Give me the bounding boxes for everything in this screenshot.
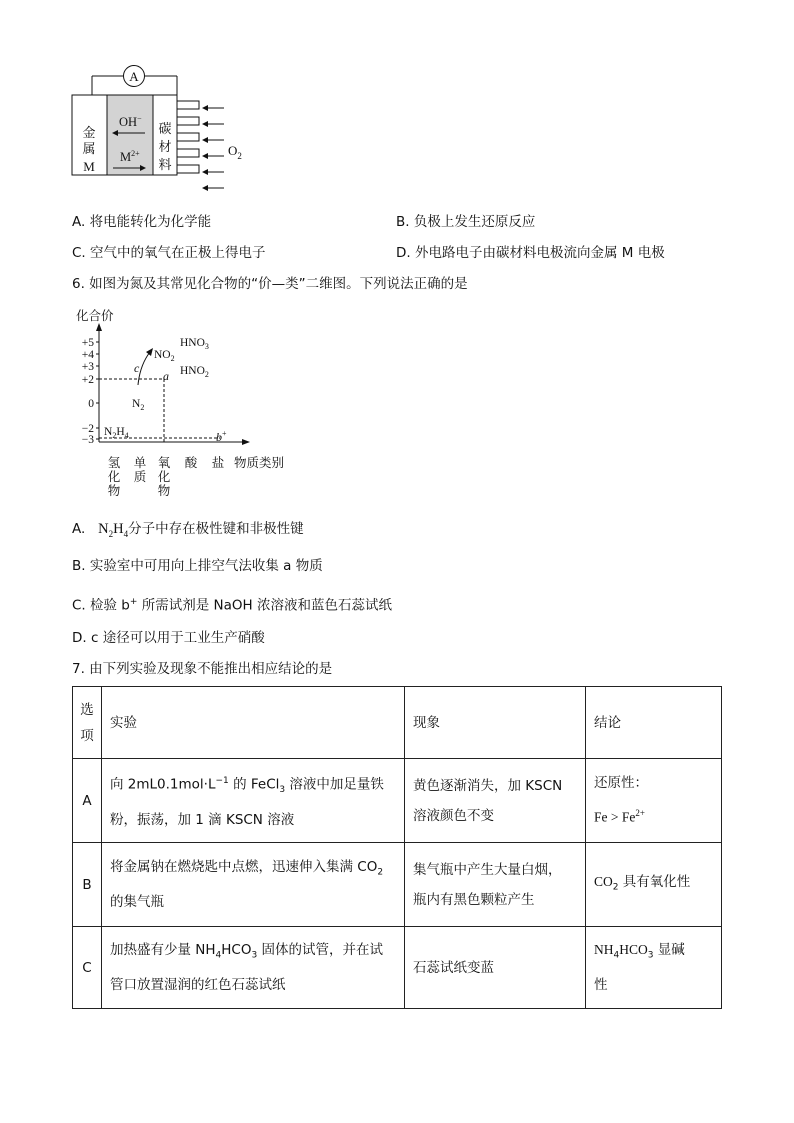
- y-tick-label: −2: [81, 423, 94, 435]
- table-header-row: [73, 687, 722, 759]
- header-option: 选 项: [73, 687, 102, 759]
- q6-option-d: D. c 途径可以用于工业生产硝酸: [72, 630, 265, 646]
- row-b-conclusion: $CO_2$ 具有氧化性: [586, 843, 722, 927]
- path-c-label: c: [134, 361, 140, 375]
- carbon-label-3: 料: [158, 158, 172, 173]
- q6-stem: 6. 如图为氮及其常见化合物的“价—类”二维图。下列说法正确的是: [72, 276, 468, 292]
- point-hno3: $HNO_3$: [180, 337, 209, 351]
- path-c-arrow: [138, 352, 150, 385]
- metal-label-1: 金: [82, 126, 96, 141]
- experiment-table: [72, 686, 722, 1009]
- header-experiment: 实验: [102, 687, 405, 759]
- y-tick-label: +2: [81, 374, 94, 386]
- electrode-teeth: [177, 101, 199, 173]
- x-axis-title: 物质类别: [234, 455, 285, 470]
- point-n2h4: $N_2H_4$: [104, 426, 129, 440]
- x-category-label: 单: [133, 455, 147, 470]
- x-category-label: 物: [107, 483, 121, 498]
- point-b: b+: [216, 429, 227, 444]
- carbon-label-1: 碳: [158, 122, 172, 137]
- x-category-label: 氢: [107, 455, 121, 470]
- y-tick-label: 0: [88, 398, 94, 410]
- point-no2: $NO_2$: [154, 349, 175, 363]
- q6-option-b: B. 实验室中可用向上排空气法收集 a 物质: [72, 558, 323, 574]
- table-row: [73, 927, 722, 1009]
- row-a-experiment: 向 $2mL0.1mol\cdot L^{-1}$ 的 FeCl$_3$ 溶液中加足量铁 粉，振荡，加 1 滴 KSCN 溶液: [102, 759, 405, 843]
- ammeter-label: A: [129, 69, 139, 84]
- q7-stem: 7. 由下列实验及现象不能推出相应结论的是: [72, 661, 333, 677]
- row-a-conclusion: 还原性： $Fe > Fe^{2+}$: [586, 759, 722, 843]
- y-tick-label: +4: [81, 349, 94, 361]
- q5-option-b: B. 负极上发生还原反应: [396, 214, 536, 230]
- row-b-option: B: [73, 843, 102, 927]
- y-axis-title: 化合价: [76, 308, 114, 323]
- q6-option-a: A. $N_2H_4$分子中存在极性键和非极性键: [72, 521, 304, 539]
- carbon-label-2: 材: [158, 140, 172, 155]
- row-c-conclusion: $NH_4HCO_3$ 显碱 性: [586, 927, 722, 1009]
- metal-label-2: 属: [82, 142, 96, 157]
- y-ticks: [82, 337, 99, 446]
- q6-option-c: C. 检验 b+ 所需试剂是 NaOH 浓溶液和蓝色石蕊试纸: [72, 597, 392, 614]
- header-conclusion: 结论: [586, 687, 722, 759]
- m-ion: $M^{2+}$: [120, 149, 140, 164]
- table-row: [73, 843, 722, 927]
- row-a-option: A: [73, 759, 102, 843]
- x-category-label: 质: [133, 469, 147, 484]
- y-tick-label: −3: [81, 434, 94, 446]
- point-a: a: [163, 369, 169, 383]
- y-tick-label: +5: [81, 337, 94, 349]
- x-category-label: 盐: [211, 455, 225, 470]
- row-c-phenomenon: 石蕊试纸变蓝: [405, 927, 586, 1009]
- y-tick-label: +3: [81, 361, 94, 373]
- oxygen-arrows: [203, 108, 224, 188]
- point-n2: $N_2$: [132, 398, 145, 412]
- battery-diagram: [60, 60, 260, 200]
- row-c-experiment: 加热盛有少量 $NH_4HCO_3$ 固体的试管，并在试 管口放置湿润的红色石蕊试纸: [102, 927, 405, 1009]
- row-a-phenomenon: 黄色逐渐消失，加 KSCN 溶液颜色不变: [405, 759, 586, 843]
- row-c-option: C: [73, 927, 102, 1009]
- q5-option-a: A. 将电能转化为化学能: [72, 214, 212, 230]
- metal-label-3: M: [83, 159, 95, 174]
- oxygen-label: $O_2$: [228, 143, 242, 161]
- q5-option-c: C. 空气中的氧气在正极上得电子: [72, 245, 266, 261]
- x-category-label: 氧: [157, 455, 171, 470]
- x-category-label: 酸: [184, 455, 198, 470]
- x-categories: [108, 455, 225, 498]
- oh-ion: OH−: [119, 114, 142, 129]
- x-category-label: 化: [157, 469, 171, 484]
- valence-class-chart: [70, 305, 300, 500]
- x-category-label: 物: [157, 483, 171, 498]
- table-row: [73, 759, 722, 843]
- point-hno2: $HNO_2$: [180, 365, 209, 379]
- header-phenomenon: 现象: [405, 687, 586, 759]
- row-b-phenomenon: 集气瓶中产生大量白烟， 瓶内有黑色颗粒产生: [405, 843, 586, 927]
- x-category-label: 化: [107, 469, 121, 484]
- row-b-experiment: 将金属钠在燃烧匙中点燃，迅速伸入集满 $CO_2$ 的集气瓶: [102, 843, 405, 927]
- q5-option-d: D. 外电路电子由碳材料电极流向金属 M 电极: [396, 245, 665, 261]
